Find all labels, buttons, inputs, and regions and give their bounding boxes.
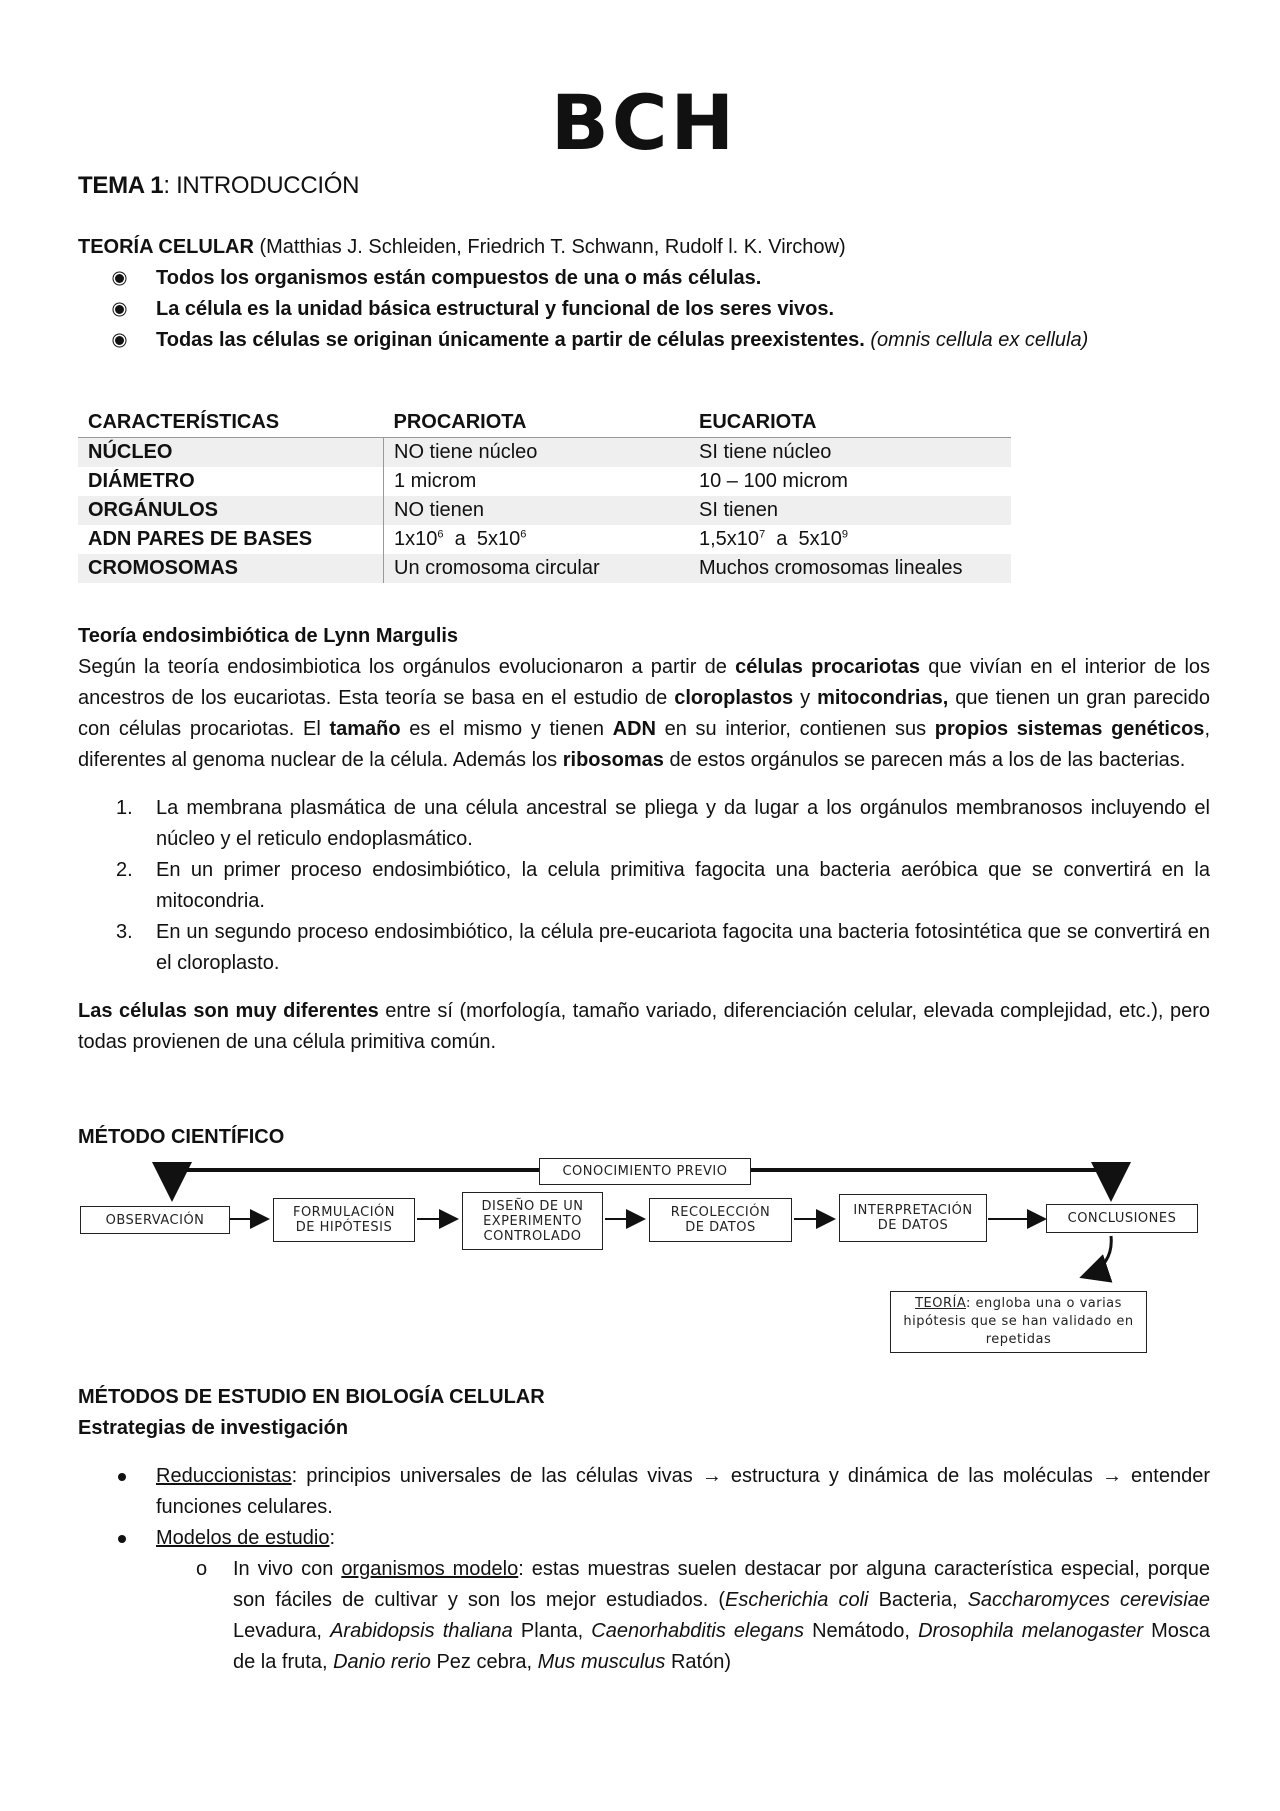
endosimbiosis-steps bbox=[78, 793, 1210, 979]
metodos-estudio-heading: MÉTODOS DE ESTUDIO EN BIOLOGÍA CELULAR bbox=[78, 1386, 545, 1408]
bullet-icon bbox=[118, 1473, 126, 1481]
observacion-box: OBSERVACIÓN bbox=[80, 1206, 230, 1234]
cell-comparison-table bbox=[78, 408, 1011, 583]
estrategias-heading: Estrategias de investigación bbox=[78, 1417, 349, 1439]
list-item: La célula es la unidad básica estructural y funcional de los seres vivos. bbox=[78, 294, 1210, 325]
document-title: BCH bbox=[550, 78, 738, 167]
conclusiones-box: CONCLUSIONES bbox=[1046, 1204, 1198, 1233]
table-header-row: CARACTERÍSTICAS PROCARIOTA EUCARIOTA bbox=[78, 408, 1011, 438]
list-item: Modelos de estudio: bbox=[78, 1523, 1210, 1554]
bullet-icon bbox=[115, 274, 124, 283]
list-item: 3. En un segundo proceso endosimbiótico, la célula pre-eucariota fagocita una bacteria fotosintética que se convertirá en el cloroplasto. bbox=[116, 921, 1210, 974]
teoria-celular-authors: (Matthias J. Schleiden, Friedrich T. Schwann, Rudolf l. K. Virchow) bbox=[253, 236, 846, 258]
in-vivo-item: o In vivo con organismos modelo: estas muestras suelen destacar por alguna característica especial, porque son fáciles de cultivar y son los mejor estudiados. (Escherichia coli Bacteria, Saccharomyces cerevisiae Levadura, Arabidopsis thaliana Planta, Caenorhabditis elegans Nemátodo, Drosophila melanogaster Mosca de la fruta, Danio rerio Pez cebra, Mus musculus Ratón) bbox=[78, 1554, 1210, 1678]
tema-heading bbox=[78, 172, 359, 200]
circle-bullet-icon: o bbox=[196, 1558, 208, 1580]
metodo-heading: MÉTODO CIENTÍFICO bbox=[78, 1126, 285, 1148]
endosimbiotica-heading: Teoría endosimbiótica de Lynn Margulis bbox=[78, 625, 459, 647]
conocimiento-previo-box: CONOCIMIENTO PREVIO bbox=[539, 1158, 751, 1185]
list-item: Todos los organismos están compuestos de una o más células. bbox=[78, 263, 1210, 294]
teoria-celular-section bbox=[78, 232, 1210, 356]
list-item: 1. La membrana plasmática de una célula ancestral se pliega y da lugar a los orgánulos membranosos incluyendo el núcleo y el reticulo endoplasmático. bbox=[116, 797, 1210, 850]
teoria-celular-heading: TEORÍA CELULAR bbox=[78, 236, 254, 258]
recoleccion-box: RECOLECCIÓN DE DATOS bbox=[649, 1198, 792, 1242]
interpretacion-box: INTERPRETACIÓN DE DATOS bbox=[839, 1194, 987, 1242]
teoria-celular-list bbox=[78, 263, 1210, 356]
formulacion-box: FORMULACIÓN DE HIPÓTESIS bbox=[273, 1198, 415, 1242]
diversidad-paragraph: Las células son muy diferentes entre sí (morfología, tamaño variado, diferenciación celular, elevada complejidad, etc.), pero todas provienen de una célula primitiva común. bbox=[78, 1000, 1210, 1053]
list-item: 2. En un primer proceso endosimbiótico, la celula primitiva fagocita una bacteria aeróbica que se convertirá en la mitocondria. bbox=[116, 859, 1210, 912]
scientific-method-diagram bbox=[78, 1158, 1210, 1358]
teoria-box: TEORÍA: engloba una o varias hipótesis que se han validado en repetidas bbox=[890, 1291, 1147, 1353]
estrategias-list bbox=[78, 1461, 1210, 1554]
endosimbiotica-paragraph: Según la teoría endosimbiotica los orgánulos evolucionaron a partir de células procariotas que vivían en el interior de los ancestros de los eucariotas. Esta teoría se basa en el estudio de cloroplastos y mitocondrias, que tienen un gran parecido con células procariotas. El tamaño es el mismo y tienen ADN en su interior, contienen sus propios sistemas genéticos, diferentes al genoma nuclear de la célula. Además los ribosomas de estos orgánulos se parecen más a los de las bacterias. bbox=[78, 656, 1211, 771]
metodos-estudio-section bbox=[78, 1382, 1210, 1678]
latin-phrase: (omnis cellula ex cellula) bbox=[864, 329, 1089, 351]
table-row: ORGÁNULOS NO tienen SI tienen bbox=[78, 496, 1011, 525]
metodo-heading-block bbox=[78, 1122, 1210, 1153]
table-row: ADN PARES DE BASES $1x10^6$ a $5x10^6$ $1,5x10^7$ a $5x10^9$ bbox=[78, 525, 1011, 554]
list-item: Reduccionistas: principios universales de las células vivas → estructura y dinámica de las moléculas → entender funciones celulares. bbox=[78, 1461, 1210, 1523]
bullet-icon bbox=[115, 336, 124, 345]
table-row: DIÁMETRO 1 microm 10 – 100 microm bbox=[78, 467, 1011, 496]
endosimbiotica-section bbox=[78, 621, 1210, 1058]
diseno-box: DISEÑO DE UN EXPERIMENTO CONTROLADO bbox=[462, 1192, 603, 1250]
table-row: NÚCLEO NO tiene núcleo SI tiene núcleo bbox=[78, 438, 1011, 468]
bullet-icon bbox=[115, 305, 124, 314]
table-row: CROMOSOMAS Un cromosoma circular Muchos cromosomas lineales bbox=[78, 554, 1011, 583]
tema-name: : INTRODUCCIÓN bbox=[163, 172, 360, 199]
tema-number: TEMA 1 bbox=[78, 172, 164, 199]
bullet-icon bbox=[118, 1535, 126, 1543]
list-item: Todas las células se originan únicamente a partir de células preexistentes. (omnis cellula ex cellula) bbox=[78, 325, 1210, 356]
